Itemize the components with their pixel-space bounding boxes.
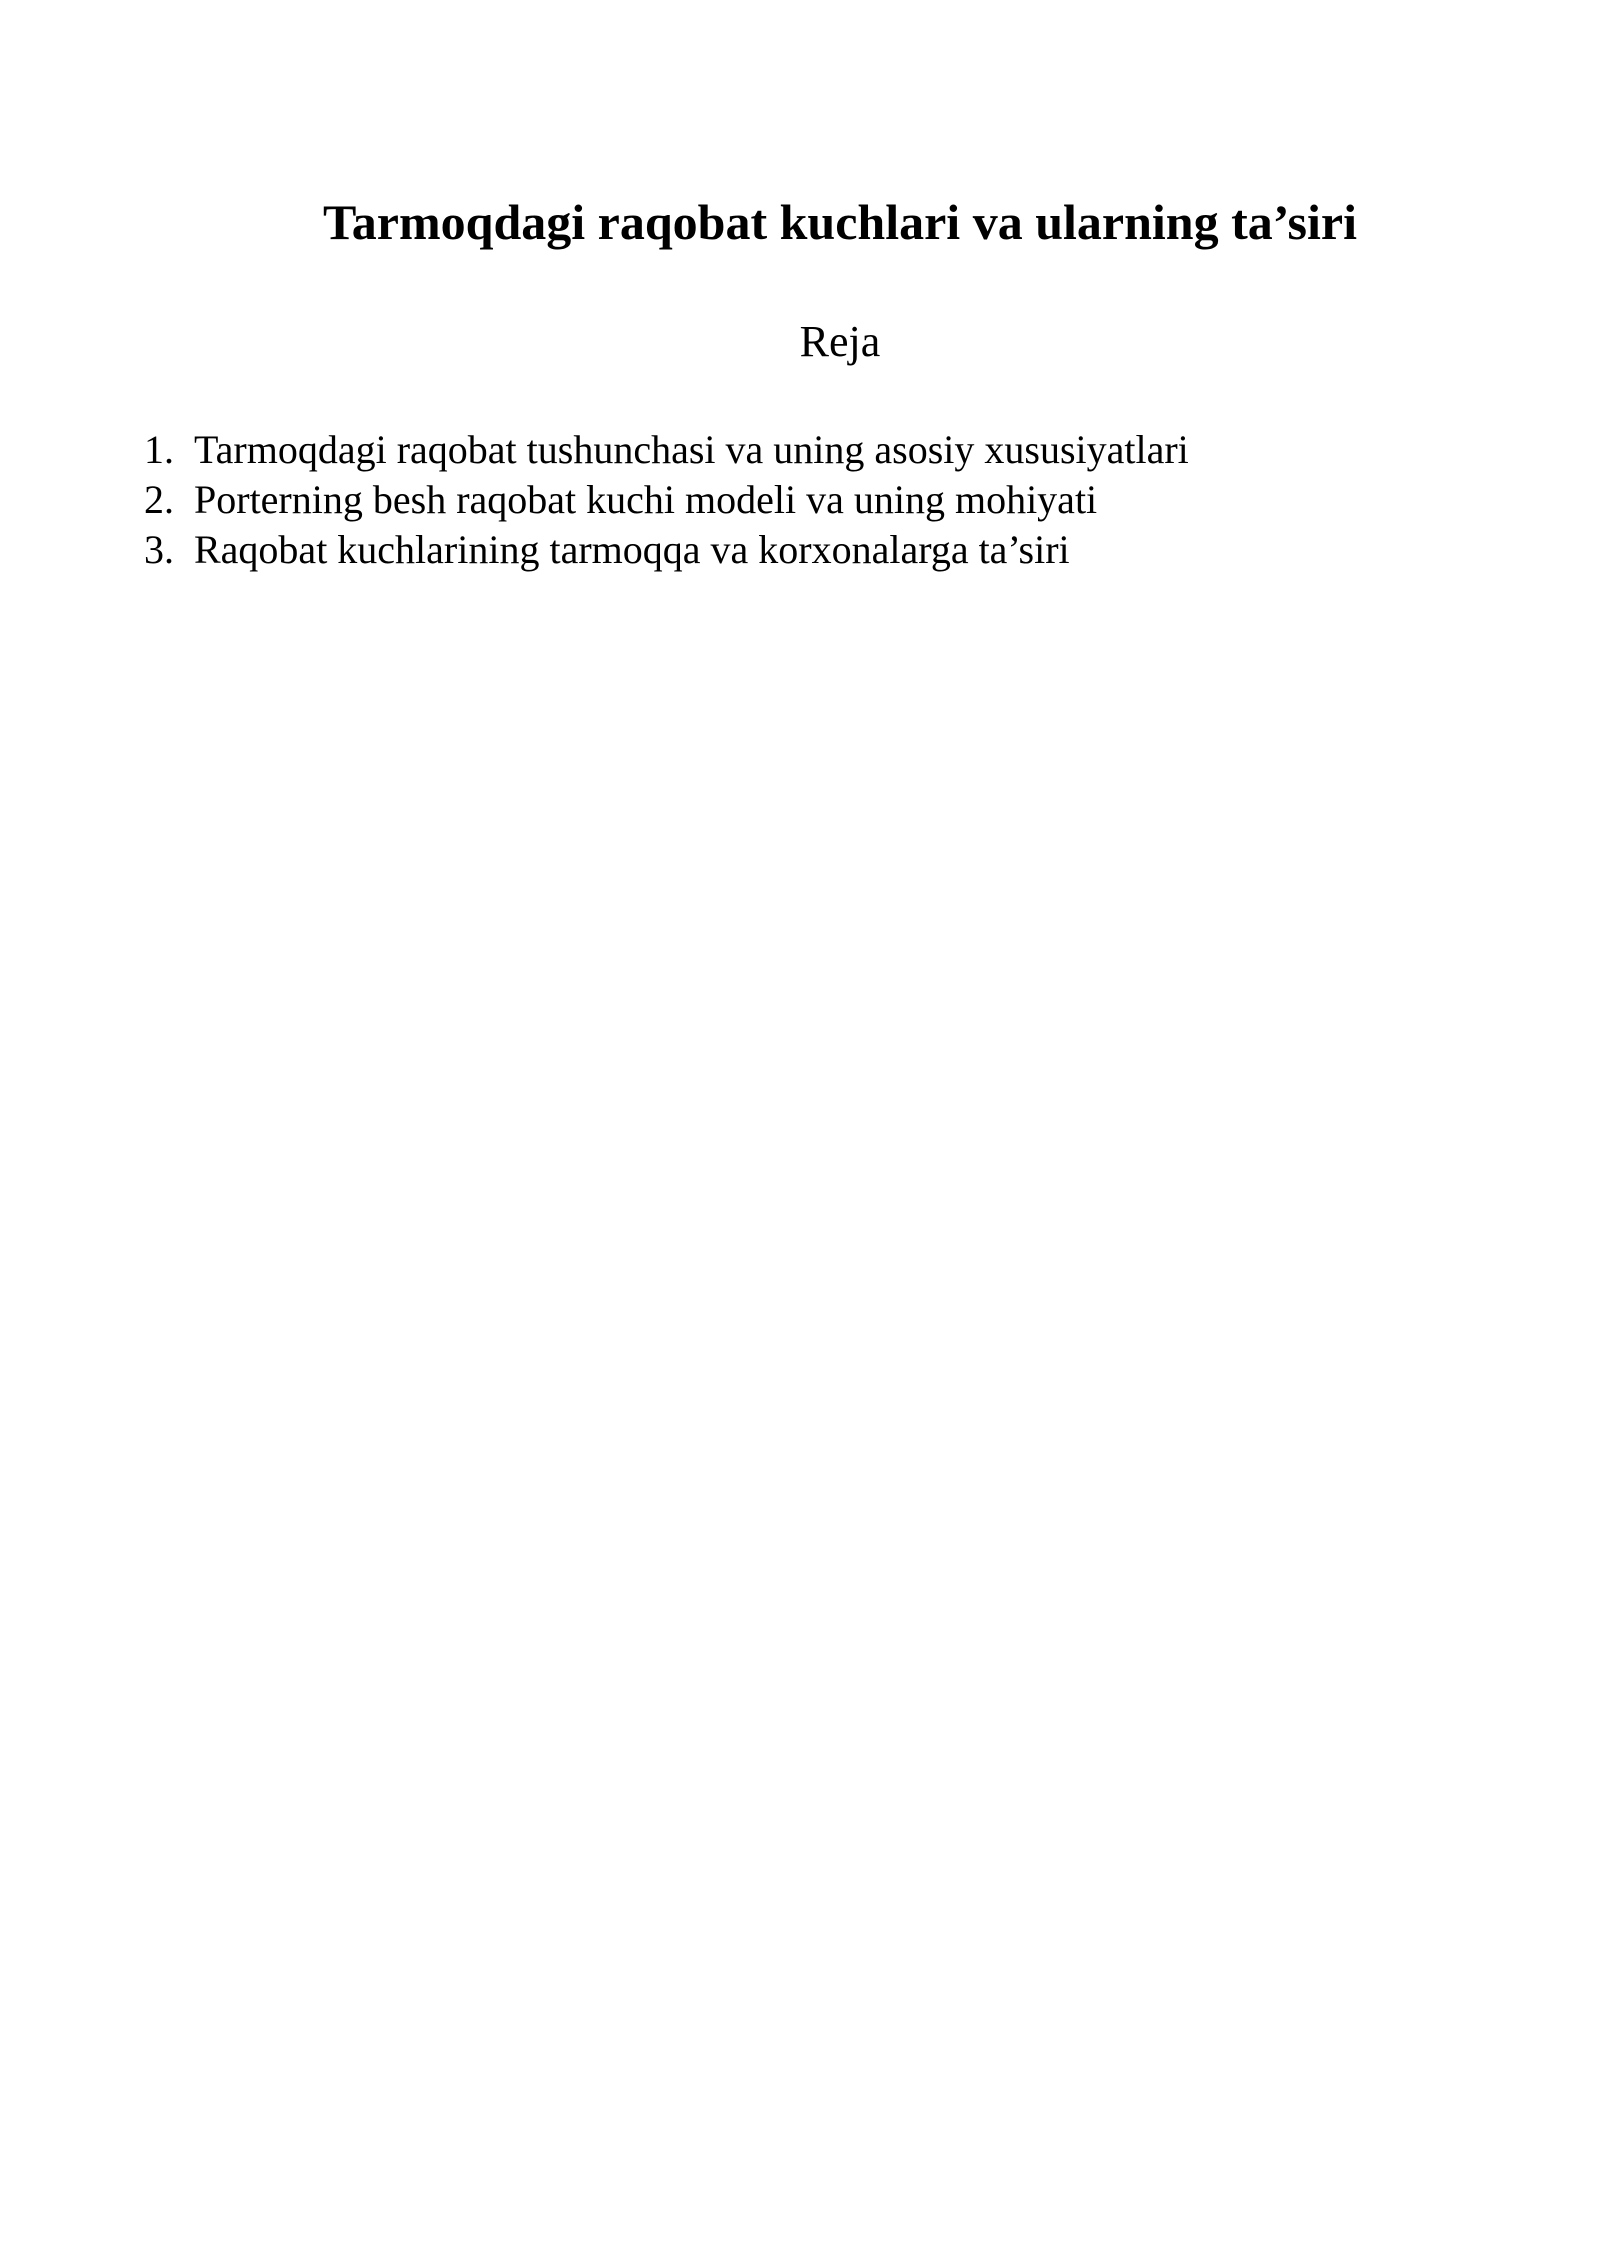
plan-item: [144, 475, 1189, 525]
plan-item: [144, 525, 1189, 575]
plan-heading: Reja: [799, 317, 881, 366]
plan-item-number: 3.: [144, 527, 174, 572]
plan-item-number: 2.: [144, 477, 174, 522]
plan-item-text: Porterning besh raqobat kuchi modeli va uning mohiyati: [194, 477, 1098, 522]
plan-item-text: Raqobat kuchlarining tarmoqqa va korxonalarga ta’siri: [194, 527, 1070, 572]
document-title: Tarmoqdagi raqobat kuchlari va ularning ta’siri: [323, 194, 1357, 250]
plan-list: [144, 425, 1189, 575]
plan-item-text: Tarmoqdagi raqobat tushunchasi va uning asosiy xususiyatlari: [194, 427, 1189, 472]
plan-item: [144, 425, 1189, 475]
plan-item-number: 1.: [144, 427, 174, 472]
